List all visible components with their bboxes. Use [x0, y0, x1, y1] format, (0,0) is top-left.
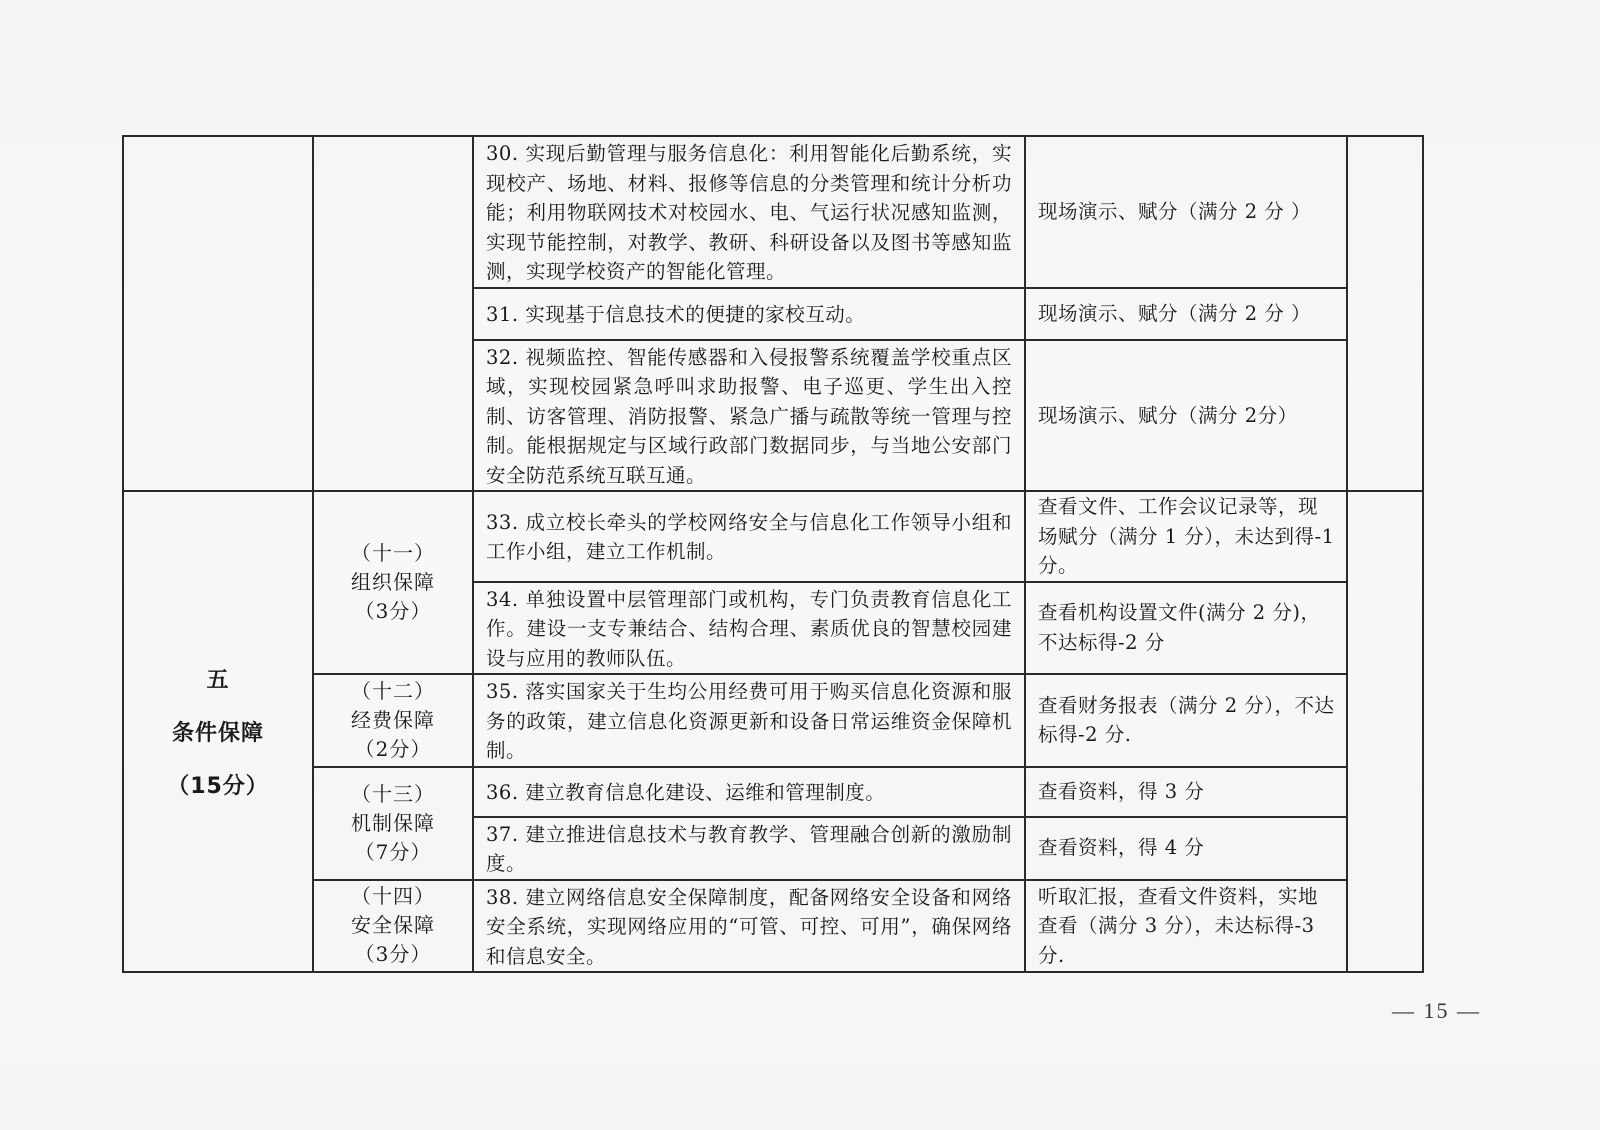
subcategory-score: （7分） [354, 839, 432, 864]
subcategory-number: （十一） [351, 541, 435, 565]
table-row [123, 880, 1423, 973]
method-text: 查看资料，得 4 分 [1038, 836, 1205, 860]
method-cell [1025, 582, 1347, 675]
item-text: 30. 实现后勤管理与服务信息化：利用智能化后勤系统，实现校产、场地、材料、报修等信息的分类管理和统计分析功能；利用物联网技术对校园水、电、气运行状况感知监测，实现节能控制，对教学、教研、科研设备以及图书等感知监测，实现学校资产的智能化管理。 [486, 142, 1012, 283]
score-cell [1347, 491, 1423, 972]
item-text: 34. 单独设置中层管理部门或机构，专门负责教育信息化工作。建设一支专兼结合、结构合理、素质优良的智慧校园建设与应用的教师队伍。 [486, 587, 1012, 670]
category-name: 条件保障 [171, 721, 264, 746]
item-text: 35. 落实国家关于生均公用经费可用于购买信息化资源和服务的政策，建立信息化资源更新和设备日常运维资金保障机制。 [486, 680, 1012, 762]
category-score: （15分） [167, 774, 269, 799]
method-text: 现场演示、赋分（满分 2 分 ） [1038, 200, 1312, 223]
method-cell [1025, 880, 1347, 973]
subcategory-name: 安全保障 [351, 913, 435, 938]
subcategory-cell [313, 767, 473, 880]
item-cell [473, 288, 1025, 340]
subcategory-cell [313, 491, 473, 674]
subcategory-score: （3分） [354, 942, 432, 967]
subcategory-cell [313, 880, 473, 973]
category-cell [123, 491, 313, 972]
method-text: 现场演示、赋分（满分 2 分 ） [1038, 301, 1312, 325]
subcategory-name: 机制保障 [351, 810, 435, 835]
table-row [123, 674, 1423, 767]
method-cell [1025, 288, 1347, 340]
subcategory-score: （3分） [354, 599, 432, 623]
item-text: 37. 建立推进信息技术与教育教学、管理融合创新的激励制度。 [486, 822, 1012, 875]
item-cell [473, 767, 1025, 817]
item-cell [473, 491, 1025, 582]
method-cell [1025, 340, 1347, 492]
method-text: 查看文件、工作会议记录等，现场赋分（满分 1 分），未达到得-1 分。 [1038, 495, 1335, 577]
method-text: 查看财务报表（满分 2 分），不达标得-2 分. [1038, 693, 1335, 747]
item-cell [473, 880, 1025, 973]
table-row [123, 767, 1423, 817]
item-cell [473, 136, 1025, 288]
method-text: 现场演示、赋分（满分 2分） [1038, 403, 1298, 427]
method-cell [1025, 674, 1347, 767]
subcategory-name: 经费保障 [351, 707, 435, 732]
item-text: 32. 视频监控、智能传感器和入侵报警系统覆盖学校重点区域，实现校园紧急呼叫求助报警、电子巡更、学生出入控制、访客管理、消防报警、紧急广播与疏散等统一管理与控制。能根据规定与区域行政部门数据同步，与当地公安部门安全防范系统互联互通。 [486, 345, 1012, 487]
table-row [123, 136, 1423, 288]
subcategory-number: （十三） [351, 781, 435, 806]
item-text: 36. 建立教育信息化建设、运维和管理制度。 [486, 780, 886, 804]
evaluation-table [122, 135, 1424, 973]
method-text: 查看资料，得 3 分 [1038, 779, 1205, 803]
item-cell [473, 582, 1025, 675]
item-cell [473, 340, 1025, 492]
table-row [123, 491, 1423, 582]
subcategory-cell [313, 674, 473, 767]
subcategory-number: （十二） [351, 678, 435, 703]
category-number: 五 [206, 668, 230, 693]
page-number: — 15 — [1392, 998, 1481, 1023]
item-text: 33. 成立校长牵头的学校网络安全与信息化工作领导小组和工作小组，建立工作机制。 [486, 510, 1012, 564]
method-cell [1025, 491, 1347, 582]
method-text: 查看机构设置文件(满分 2 分)，不达标得-2 分 [1038, 601, 1321, 654]
subcategory-number: （十四） [351, 884, 435, 909]
method-cell [1025, 817, 1347, 880]
subcategory-cell-empty [313, 136, 473, 491]
method-text: 听取汇报，查看文件资料，实地查看（满分 3 分），未达标得-3 分. [1038, 884, 1319, 967]
item-text: 38. 建立网络信息安全保障制度，配备网络安全设备和网络安全系统，实现网络应用的“可管、可控、可用”，确保网络和信息安全。 [486, 885, 1012, 968]
item-cell [473, 817, 1025, 880]
subcategory-score: （2分） [354, 736, 432, 761]
method-cell [1025, 136, 1347, 288]
subcategory-name: 组织保障 [351, 570, 435, 594]
item-cell [473, 674, 1025, 767]
item-text: 31. 实现基于信息技术的便捷的家校互动。 [486, 302, 866, 326]
score-cell [1347, 136, 1423, 491]
category-cell-empty [123, 136, 313, 491]
method-cell [1025, 767, 1347, 817]
